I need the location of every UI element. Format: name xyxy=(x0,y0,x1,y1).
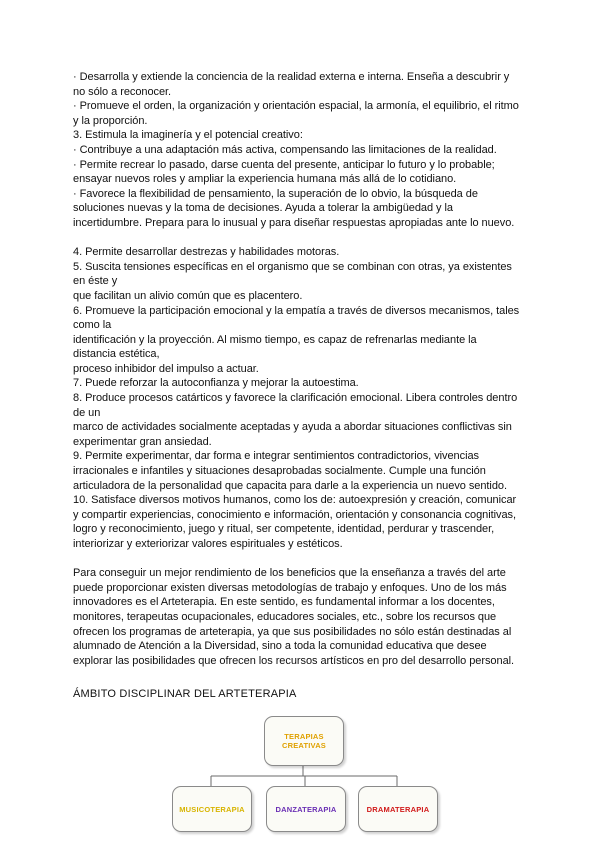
diagram-node-dramaterapia: DRAMATERAPIA xyxy=(358,786,438,832)
text-line: 4. Permite desarrollar destrezas y habilidades motoras. xyxy=(73,246,340,259)
text-line: logro y reconocimiento, juego y ritual, ser competente, identidad, perdurar y trascender, xyxy=(73,523,495,536)
text-line: 9. Permite experimentar, dar forma e integrar sentimientos contradictorios, vivencias xyxy=(73,450,479,463)
text-line: marco de actividades socialmente aceptadas y ayuda a abordar situaciones conflictivas sin xyxy=(73,421,512,434)
text-line: 10. Satisface diversos motivos humanos, como los de: autoexpresión y creación, comunicar xyxy=(73,494,517,507)
text-line: 8. Produce procesos catárticos y favorece la clarificación emocional. Libera controles dentro xyxy=(73,392,518,405)
text-line: irracionales e infantiles y situaciones desaprobadas socialmente. Cumple una función xyxy=(73,465,486,478)
text-line: 7. Puede reforzar la autoconfianza y mejorar la autoestima. xyxy=(73,377,359,390)
text-line: innovadores es el Arteterapia. En este sentido, es fundamental informar a los docentes, xyxy=(73,596,495,609)
text-line: de un xyxy=(73,406,101,419)
text-line: y compartir experiencias, conocimiento e información, orientación y consonancia cognitivas, xyxy=(73,508,517,521)
text-line: ensayar nuevos roles y ampliar la experiencia humana más allá de lo cotidiano. xyxy=(73,173,457,186)
text-line: experimentar gran ansiedad. xyxy=(73,435,212,448)
text-line: interiorizar y exteriorizar valores espirituales y estéticos. xyxy=(73,538,343,550)
text-line: 6. Promueve la participación emocional y la empatía a través de diversos mecanismos, tales xyxy=(73,304,520,317)
text-line: explorar las posibilidades que ofrecen los recursos artísticos en pro del desarrollo personal. xyxy=(73,654,515,667)
text-line: identificación y la proyección. Al mismo tiempo, es capaz de refrenarlas mediante la xyxy=(73,333,477,346)
text-line: soluciones nuevas y la toma de decisiones. Ayuda a tolerar la ambigüedad y la xyxy=(73,202,453,215)
text-line: Para conseguir un mejor rendimiento de los beneficios que la enseñanza a través del arte xyxy=(73,567,506,580)
diagram-node-danzaterapia: DANZATERAPIA xyxy=(266,786,346,832)
text-line: incertidumbre. Prepara para lo inusual y para diseñar respuestas apropiadas ante lo nuevo. xyxy=(73,216,515,229)
body-text xyxy=(73,70,533,668)
text-line: · Desarrolla y extiende la conciencia de la realidad externa e interna. Enseña a descubrir y xyxy=(73,71,510,83)
text-line: · Permite recrear lo pasado, darse cuenta del presente, anticipar lo futuro y lo probable; xyxy=(73,158,495,171)
text-line: proceso inhibidor del impulso a actuar. xyxy=(73,362,259,375)
text-line: articuladora de la personalidad que capacita para darle a la experiencia un nuevo sentido. xyxy=(73,479,507,492)
text-line: · Promueve el orden, la organización y orientación espacial, la armonía, el equilibrio, el ritmo xyxy=(73,100,519,113)
text-line: que facilitan un alivio común que es placentero. xyxy=(73,289,303,302)
text-line: no sólo a reconocer. xyxy=(73,85,172,98)
root-label-line2: CREATIVAS xyxy=(281,741,327,750)
text-line: ofrecen los programas de arteterapia, ya que sus posibilidades no sólo están destinadas al xyxy=(73,625,512,638)
text-line: y la proporción. xyxy=(73,114,148,127)
text-line: en éste y xyxy=(73,275,118,288)
diagram-node-musicoterapia: MUSICOTERAPIA xyxy=(172,786,252,832)
section-heading: ÁMBITO DISCIPLINAR DEL ARTETERAPIA xyxy=(73,688,297,700)
text-line: alumnado de Atención a la Diversidad, sino a toda la comunidad educativa que desee xyxy=(73,640,487,653)
text-line: monitores, terapeutas ocupacionales, educadores sociales, etc., sobre los recursos que xyxy=(73,610,497,623)
paragraph-gap xyxy=(73,231,533,246)
diagram-root-terapias-creativas xyxy=(264,716,344,766)
text-line: · Contribuye a una adaptación más activa, compensando las limitaciones de la realidad. xyxy=(73,143,497,156)
text-line: · Favorece la flexibilidad de pensamiento, la superación de lo obvio, la búsqueda de xyxy=(73,187,478,200)
text-line: 5. Suscita tensiones específicas en el organismo que se combinan con otras, ya existentes xyxy=(73,260,512,273)
text-line: como la xyxy=(73,319,112,332)
text-line: distancia estética, xyxy=(73,348,160,361)
paragraph-gap xyxy=(73,552,533,567)
text-line: 3. Estimula la imaginería y el potencial creativo: xyxy=(73,129,303,142)
root-label-line1: TERAPIAS xyxy=(284,732,324,741)
text-line: puede proporcionar existen diversas metodologías de trabajo y enfoques. Uno de los más xyxy=(73,581,507,594)
